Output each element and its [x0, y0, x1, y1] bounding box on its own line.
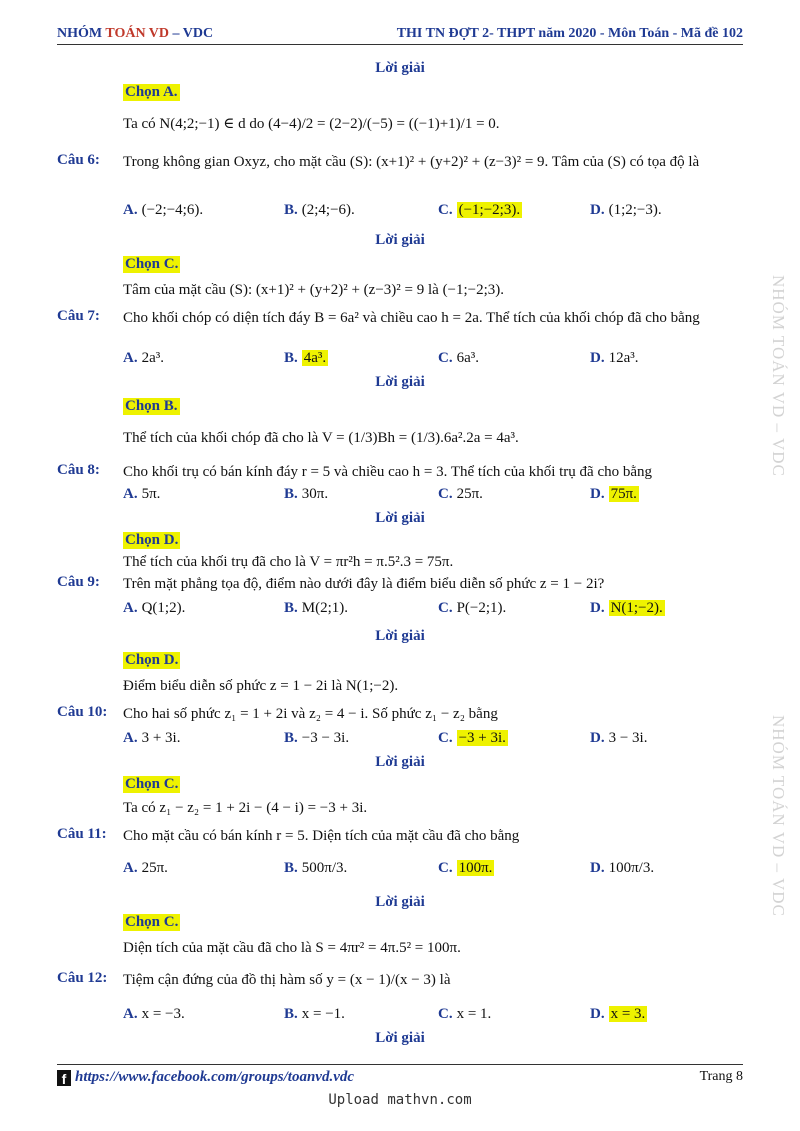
option-c-correct — [438, 730, 508, 747]
question-number: Câu 7: — [57, 308, 100, 324]
option-letter: A. — [123, 1006, 138, 1022]
facebook-icon: f — [57, 1070, 71, 1086]
solution-text-row — [0, 938, 800, 962]
option-c — [438, 600, 506, 617]
solution-label: Lời giải — [375, 232, 425, 248]
option-a — [123, 600, 185, 617]
option-letter: C. — [438, 486, 453, 502]
solution-label: Lời giải — [375, 374, 425, 390]
option-letter: A. — [123, 350, 138, 366]
option-value: x = −3. — [141, 1006, 185, 1022]
option-letter: D. — [590, 730, 605, 746]
solution-heading — [0, 752, 800, 776]
option-b — [284, 486, 328, 503]
option-b — [284, 202, 355, 219]
options-row — [0, 200, 800, 224]
question-number: Câu 8: — [57, 462, 100, 478]
chosen-answer: Chọn B. — [125, 398, 178, 414]
options-row — [0, 348, 800, 372]
option-letter: A. — [123, 860, 138, 876]
solution-text-row — [0, 112, 800, 136]
side-watermark: NHÓM TOÁN VD – VDC — [769, 715, 788, 917]
option-letter: B. — [284, 202, 298, 218]
solution-text: Thể tích của khối trụ đã cho là V = πr²h = π.5².3 = 75π. — [123, 554, 454, 570]
answer-row — [0, 530, 800, 554]
option-a — [123, 202, 203, 219]
chosen-answer: Chọn C. — [125, 914, 179, 930]
answer-row — [0, 82, 800, 106]
option-value: −3 + 3i. — [458, 730, 506, 746]
option-letter: D. — [590, 600, 605, 616]
options-row — [0, 484, 800, 508]
solution-text: Ta có z₁ − z₂ = 1 + 2i − (4 − i) = −3 + 3i. — [123, 800, 368, 816]
options-row — [0, 598, 800, 622]
option-value: x = 3. — [610, 1006, 646, 1022]
option-a — [123, 350, 164, 367]
question-text: Cho khối chóp có diện tích đáy B = 6a² và chiều cao h = 2a. Thể tích của khối chóp đã cho bằng — [123, 310, 700, 326]
option-value: 3 + 3i. — [141, 730, 181, 746]
header-group-name — [57, 26, 213, 42]
solution-text: Điểm biểu diễn số phức z = 1 − 2i là N(1;−2). — [123, 678, 399, 694]
option-value: Q(1;2). — [141, 600, 186, 616]
option-letter: C. — [438, 860, 453, 876]
header-exam-title: THI TN ĐỢT 2- THPT năm 2020 - Môn Toán - Mã đề 102 — [396, 26, 743, 41]
option-d-correct — [590, 486, 639, 503]
option-letter: A. — [123, 486, 138, 502]
option-d — [590, 730, 647, 747]
upload-credit: Upload mathvn.com — [328, 1092, 472, 1108]
option-value: x = −1. — [301, 1006, 345, 1022]
question-7 — [0, 306, 800, 350]
question-8 — [0, 460, 800, 484]
option-value: x = 1. — [456, 1006, 492, 1022]
question-text: Cho khối trụ có bán kính đáy r = 5 và chiều cao h = 3. Thể tích của khối trụ đã cho bằng — [123, 464, 653, 480]
question-number: Câu 9: — [57, 574, 100, 590]
options-row — [0, 858, 800, 882]
chosen-answer: Chọn C. — [125, 256, 179, 272]
page-header — [57, 22, 743, 45]
question-text: Tiệm cận đứng của đồ thị hàm số y = (x − 1)/(x − 3) là — [123, 972, 451, 988]
question-number: Câu 12: — [57, 970, 108, 986]
question-number: Câu 10: — [57, 704, 108, 720]
question-number: Câu 6: — [57, 152, 100, 168]
answer-row — [0, 254, 800, 278]
solution-text-row — [0, 428, 800, 452]
options-row — [0, 1004, 800, 1028]
option-value: 100π. — [458, 860, 493, 876]
option-b — [284, 860, 347, 877]
option-value: 12a³. — [608, 350, 639, 366]
options-row — [0, 728, 800, 752]
solution-heading — [0, 1028, 800, 1052]
question-12 — [0, 968, 800, 992]
option-value: −3 − 3i. — [301, 730, 350, 746]
solution-text-row — [0, 798, 800, 822]
option-c-correct — [438, 860, 494, 877]
option-value: 25π. — [141, 860, 168, 876]
question-11 — [0, 824, 800, 848]
option-c-correct — [438, 202, 522, 219]
question-6 — [0, 150, 800, 194]
option-d — [590, 860, 654, 877]
option-c — [438, 350, 479, 367]
option-letter: D. — [590, 1006, 605, 1022]
header-group-name-highlight: TOÁN VD — [105, 26, 170, 41]
option-a — [123, 730, 180, 747]
question-number: Câu 11: — [57, 826, 107, 842]
option-letter: D. — [590, 860, 605, 876]
chosen-answer: Chọn D. — [125, 652, 179, 668]
solution-text: Tâm của mặt cầu (S): (x+1)² + (y+2)² + (z−3)² = 9 là (−1;−2;3). — [123, 282, 505, 298]
option-letter: C. — [438, 600, 453, 616]
chosen-answer: Chọn D. — [125, 532, 179, 548]
option-d-correct — [590, 600, 665, 617]
option-value: 6a³. — [456, 350, 479, 366]
solution-heading — [0, 372, 800, 396]
side-watermark: NHÓM TOÁN VD – VDC — [769, 275, 788, 477]
solution-label: Lời giải — [375, 894, 425, 910]
solution-label: Lời giải — [375, 754, 425, 770]
question-text: Cho hai số phức z₁ = 1 + 2i và z₂ = 4 − i. Số phức z₁ − z₂ bằng — [123, 706, 498, 722]
question-text: Trên mặt phẳng tọa độ, điểm nào dưới đây là điểm biểu diễn số phức z = 1 − 2i? — [123, 576, 605, 592]
option-c — [438, 1006, 491, 1023]
option-d — [590, 202, 662, 219]
option-letter: C. — [438, 730, 453, 746]
page-footer — [57, 1069, 743, 1091]
answer-row — [0, 396, 800, 420]
header-group-name-part: NHÓM — [57, 26, 106, 41]
option-letter: B. — [284, 730, 298, 746]
question-9 — [0, 572, 800, 596]
footer-divider — [57, 1064, 743, 1065]
option-value: 2a³. — [141, 350, 164, 366]
option-value: (−2;−4;6). — [141, 202, 204, 218]
solution-text: Diện tích của mặt cầu đã cho là S = 4πr² = 4π.5² = 100π. — [123, 940, 461, 956]
option-letter: B. — [284, 350, 298, 366]
facebook-group-link[interactable]: https://www.facebook.com/groups/toanvd.vdc — [75, 1069, 355, 1085]
option-value: P(−2;1). — [456, 600, 507, 616]
solution-heading — [0, 508, 800, 532]
option-a — [123, 1006, 185, 1023]
answer-row — [0, 774, 800, 798]
solution-text-row — [0, 280, 800, 304]
option-c — [438, 486, 483, 503]
answer-row — [0, 650, 800, 674]
option-letter: A. — [123, 730, 138, 746]
question-10 — [0, 702, 800, 726]
answer-row — [0, 912, 800, 936]
solution-label: Lời giải — [375, 628, 425, 644]
option-letter: B. — [284, 486, 298, 502]
option-value: 100π/3. — [608, 860, 655, 876]
option-value: 3 − 3i. — [608, 730, 648, 746]
option-value: N(1;−2). — [610, 600, 663, 616]
solution-label: Lời giải — [375, 510, 425, 526]
option-value: (1;2;−3). — [608, 202, 662, 218]
question-text: Cho mặt cầu có bán kính r = 5. Diện tích của mặt cầu đã cho bằng — [123, 828, 520, 844]
option-d — [590, 350, 639, 367]
option-letter: A. — [123, 202, 138, 218]
option-letter: B. — [284, 1006, 298, 1022]
chosen-answer: Chọn A. — [125, 84, 178, 100]
option-letter: C. — [438, 1006, 453, 1022]
option-value: 5π. — [141, 486, 161, 502]
option-value: 4a³. — [303, 350, 327, 366]
option-letter: A. — [123, 600, 138, 616]
solution-label: Lời giải — [375, 1030, 425, 1046]
option-b — [284, 1006, 345, 1023]
chosen-answer: Chọn C. — [125, 776, 179, 792]
solution-heading — [0, 58, 800, 82]
option-letter: D. — [590, 486, 605, 502]
solution-label: Lời giải — [375, 60, 425, 76]
option-letter: B. — [284, 860, 298, 876]
question-text: Trong không gian Oxyz, cho mặt cầu (S): (x+1)² + (y+2)² + (z−3)² = 9. Tâm của (S) có tọa độ là — [123, 154, 700, 170]
solution-text: Ta có N(4;2;−1) ∈ d do (4−4)/2 = (2−2)/(−5) = ((−1)+1)/1 = 0. — [123, 116, 500, 132]
solution-text-row — [0, 676, 800, 700]
option-letter: D. — [590, 202, 605, 218]
solution-text: Thể tích của khối chóp đã cho là V = (1/3)Bh = (1/3).6a².2a = 4a³. — [123, 430, 519, 446]
option-b-correct — [284, 350, 328, 367]
solution-heading — [0, 626, 800, 650]
option-a — [123, 860, 168, 877]
option-value: 30π. — [301, 486, 329, 502]
option-value: 75π. — [610, 486, 637, 502]
option-value: (2;4;−6). — [301, 202, 355, 218]
option-value: (−1;−2;3). — [458, 202, 521, 218]
option-b — [284, 730, 349, 747]
option-letter: D. — [590, 350, 605, 366]
option-letter: C. — [438, 350, 453, 366]
option-value: M(2;1). — [301, 600, 349, 616]
page-number: Trang 8 — [699, 1069, 743, 1084]
option-value: 25π. — [456, 486, 483, 502]
option-d-correct — [590, 1006, 647, 1023]
solution-heading — [0, 230, 800, 254]
header-group-name-suffix: – VDC — [169, 26, 214, 41]
option-a — [123, 486, 160, 503]
option-value: 500π/3. — [301, 860, 348, 876]
option-b — [284, 600, 348, 617]
option-letter: B. — [284, 600, 298, 616]
option-letter: C. — [438, 202, 453, 218]
